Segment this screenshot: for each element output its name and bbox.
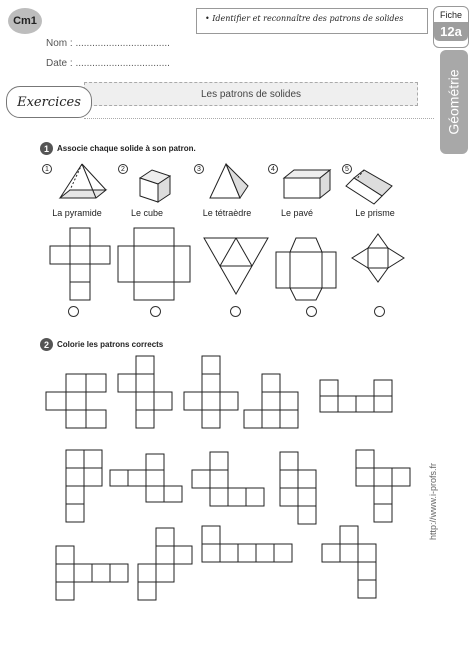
- net-cuboid-trapezoid: [276, 238, 336, 300]
- solid-4-number: 4: [268, 164, 278, 174]
- fiche-number: 12a: [434, 22, 468, 41]
- patron-6: [66, 450, 102, 522]
- exercise1-number: 1: [40, 142, 53, 155]
- solid-1-name: La pyramide: [52, 208, 102, 218]
- patron-13: [202, 526, 292, 562]
- solid-5-name: Le prisme: [355, 208, 395, 218]
- net-pyramid-cross: [50, 228, 110, 300]
- tetrahedron-icon: [210, 164, 248, 198]
- name-field[interactable]: Nom : ..................................: [46, 38, 170, 49]
- level-badge: Cm1: [8, 8, 42, 34]
- patron-1: [46, 374, 106, 428]
- patron-11: [56, 546, 128, 600]
- pyramid-icon: [60, 164, 106, 198]
- patron-2: [118, 356, 172, 428]
- net-cuboid-large: [118, 228, 190, 300]
- patron-10: [356, 450, 410, 522]
- site-credit: http://www.i-profs.fr: [428, 462, 438, 540]
- solid-5-number: 5: [342, 164, 352, 174]
- solid-1-number: 1: [42, 164, 52, 174]
- cube-icon: [140, 170, 170, 202]
- cuboid-icon: [284, 170, 330, 198]
- subject-label: Géométrie: [446, 69, 463, 135]
- patron-5: [320, 380, 392, 412]
- patron-8: [192, 452, 264, 506]
- net-tetrahedron: [204, 238, 268, 294]
- exercise2-instruction: Colorie les patrons corrects: [57, 340, 164, 349]
- solid-2-name: Le cube: [130, 208, 164, 218]
- patron-9: [280, 452, 316, 524]
- prism-icon: [346, 170, 392, 204]
- date-field[interactable]: Date : ..................................: [46, 58, 170, 69]
- solid-2-number: 2: [118, 164, 128, 174]
- patron-3: [184, 356, 238, 428]
- patron-7: [110, 454, 182, 502]
- patron-12: [138, 528, 192, 600]
- solid-4-name: Le pavé: [280, 208, 314, 218]
- exercise1-instruction: Associe chaque solide à son patron.: [57, 144, 196, 153]
- objective-text: Identifier et reconnaître des patrons de solides: [212, 14, 404, 23]
- exercise2-number: 2: [40, 338, 53, 351]
- fiche-label: Fiche: [439, 10, 462, 20]
- patron-4: [244, 374, 298, 428]
- solid-3-number: 3: [194, 164, 204, 174]
- net-pyramid-star: [352, 234, 404, 282]
- page-title: Les patrons de solides: [84, 82, 418, 106]
- bullet-icon: •: [205, 14, 213, 23]
- solid-3-name: Le tétraèdre: [202, 208, 252, 218]
- patron-14: [322, 526, 376, 598]
- exercise-badge: Exercices: [6, 86, 92, 118]
